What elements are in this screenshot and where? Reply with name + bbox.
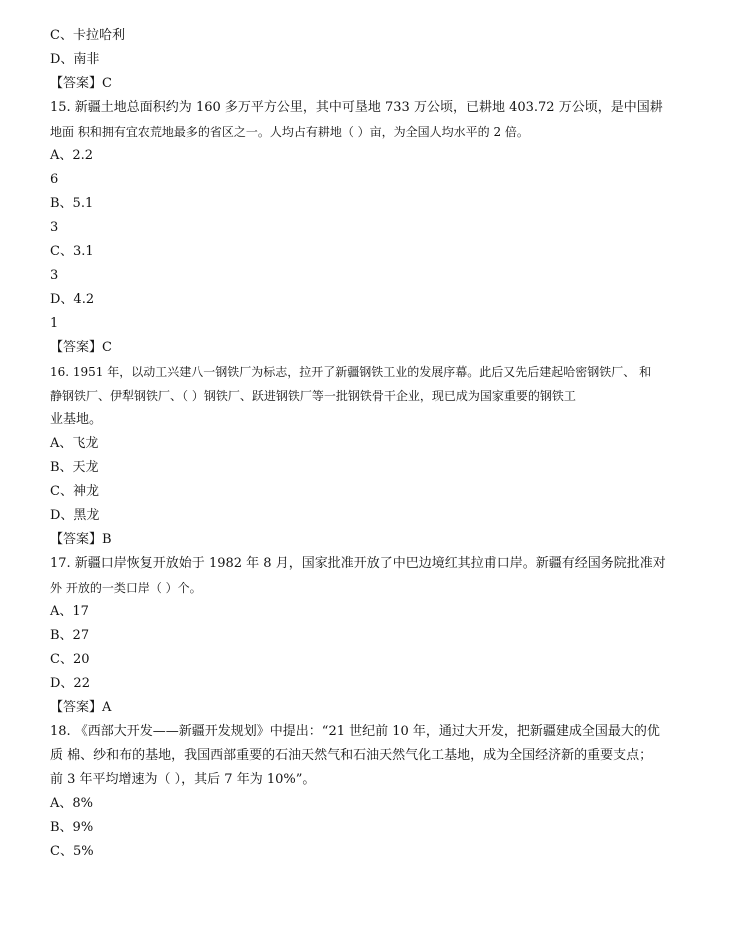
- option-d-q15: D、4.2: [50, 292, 95, 307]
- question-18-line2: 质 棉、纱和布的基地，我国西部重要的石油天然气和石油天然气化工基地，成为全国经济新的重要支点；: [50, 748, 653, 763]
- option-c-q15: C、3.1: [50, 244, 94, 259]
- option-c-q14: C、卡拉哈利: [50, 28, 125, 43]
- option-a-q17: A、17: [50, 604, 89, 619]
- answer-q15: 【答案】C: [50, 340, 112, 355]
- option-d-q17: D、22: [50, 676, 90, 691]
- option-c-q18: C、5%: [50, 844, 94, 859]
- question-15-line2: 地面 积和拥有宜农荒地最多的省区之一。人均占有耕地（ ）亩，为全国人均水平的 2 倍。: [50, 125, 529, 139]
- option-c-q17: C、20: [50, 652, 90, 667]
- option-a-q18: A、8%: [50, 796, 94, 811]
- option-b-q17: B、27: [50, 628, 90, 643]
- question-15-line1: 15. 新疆土地总面积约为 160 多万平方公里，其中可垦地 733 万公顷，已耕地 403.72 万公顷，是中国耕: [50, 100, 663, 115]
- question-18-line3: 前 3 年平均增速为（ ），其后 7 年为 10%”。: [50, 772, 316, 787]
- option-c-q16: C、神龙: [50, 484, 99, 499]
- option-d-q15-cont: 1: [50, 316, 59, 331]
- option-b-q15: B、5.1: [50, 196, 94, 211]
- question-17-line2: 外 开放的一类口岸（ ）个。: [50, 581, 202, 595]
- answer-q14: 【答案】C: [50, 76, 112, 91]
- option-d-q14: D、南非: [50, 52, 100, 67]
- option-a-q15-cont: 6: [50, 172, 59, 187]
- question-16-line1: 16. 1951 年，以动工兴建八一钢铁厂为标志，拉开了新疆钢铁工业的发展序幕。此后又先后建起哈密钢铁厂、 和: [50, 365, 652, 379]
- question-18-line1: 18. 《西部大开发——新疆开发规划》中提出：“21 世纪前 10 年，通过大开发，把新疆建成全国最大的优: [50, 724, 660, 739]
- option-a-q16: A、飞龙: [50, 436, 99, 451]
- answer-q17: 【答案】A: [50, 700, 112, 715]
- option-b-q16: B、天龙: [50, 460, 99, 475]
- question-16-line2: 静钢铁厂、伊犁钢铁厂、（ ）钢铁厂、跃进钢铁厂等一批钢铁骨干企业，现已成为国家重要的钢铁工: [50, 389, 576, 403]
- question-17-line1: 17. 新疆口岸恢复开放始于 1982 年 8 月，国家批准开放了中巴边境红其拉甫口岸。新疆有经国务院批准对: [50, 556, 666, 571]
- answer-q16: 【答案】B: [50, 532, 112, 547]
- option-b-q18: B、9%: [50, 820, 94, 835]
- question-16-line3: 业基地。: [50, 412, 103, 427]
- option-a-q15: A、2.2: [50, 148, 94, 163]
- option-d-q16: D、黑龙: [50, 508, 100, 523]
- option-c-q15-cont: 3: [50, 268, 59, 283]
- option-b-q15-cont: 3: [50, 220, 59, 235]
